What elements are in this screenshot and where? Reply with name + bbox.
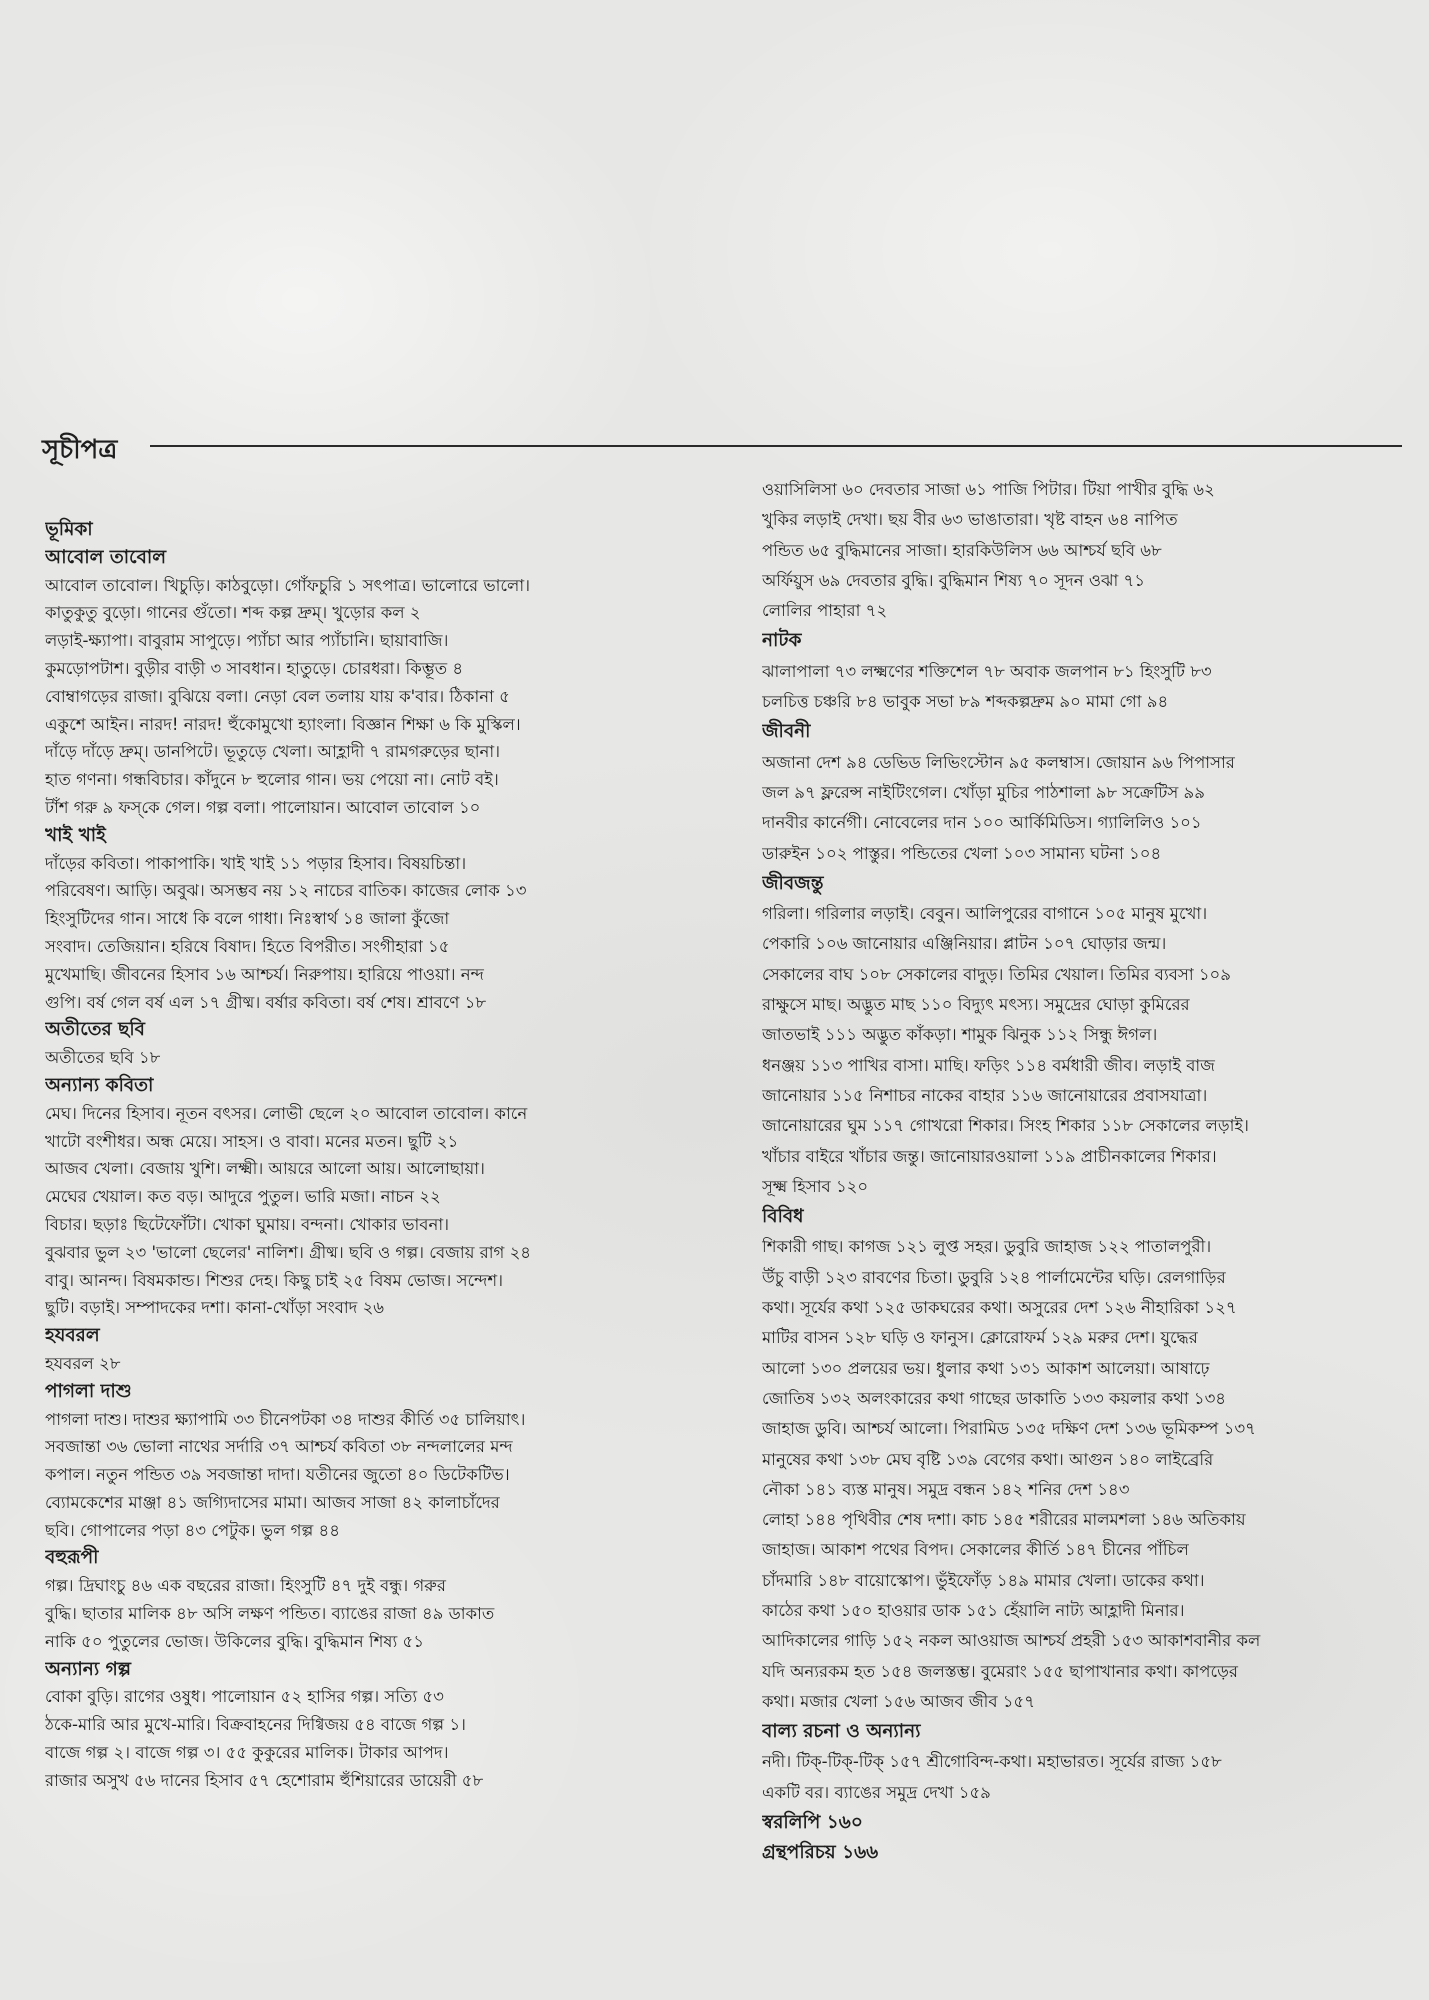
toc-entry-line: কুমড়োপটাশ। বুড়ীর বাড়ী ৩ সাবধান। হাতুড়ে। চোরধরা। কিম্ভূত ৪ — [45, 658, 464, 678]
toc-section — [762, 626, 1402, 717]
toc-section — [762, 1717, 1402, 1808]
toc-entry-line: বাবু। আনন্দ। বিষমকান্ড। শিশুর দেহ। কিছু চাই ২৫ বিষম ভোজ। সন্দেশ। — [45, 1270, 503, 1290]
section-heading: আবোল তাবোল — [45, 546, 167, 568]
toc-entry-line: মেঘের খেয়াল। কত বড়। আদুরে পুতুল। ভারি মজা। নাচন ২২ — [45, 1187, 441, 1207]
toc-section — [762, 475, 1402, 626]
toc-entry-line: রাজার অসুখ ৫৬ দানের হিসাব ৫৭ হেশোরাম হুঁশিয়ারের ডায়েরী ৫৮ — [45, 1770, 484, 1790]
toc-entry-line: কাঠের কথা ১৫০ হাওয়ার ডাক ১৫১ হেঁয়ালি নাট্য আহ্লাদী মিনার। — [762, 1600, 1185, 1620]
toc-entry-line: হযবরল ২৮ — [45, 1353, 121, 1373]
toc-right-column — [762, 475, 1402, 1885]
toc-section — [45, 1544, 715, 1655]
toc-entry-line: ব্যোমকেশের মাঞ্জা ৪১ জগ্যিদাসের মামা। আজব সাজা ৪২ কালাচাঁদের — [45, 1492, 500, 1512]
toc-entry-line: ছবি। গোপালের পড়া ৪৩ পেটুক। ভুল গল্প ৪৪ — [45, 1520, 340, 1540]
toc-section — [45, 1016, 715, 1072]
toc-section — [45, 516, 715, 544]
toc-section — [45, 1378, 715, 1545]
page-title: সূচীপত্র — [42, 435, 118, 465]
toc-entry-line: জল ৯৭ ফ্লরেন্স নাইটিংগেল। খোঁড়া মুচির পাঠশালা ৯৮ সক্রেটিস ৯৯ — [762, 782, 1205, 802]
toc-section — [762, 1838, 1402, 1868]
toc-entry-line: হিংসুটিদের গান। সাধে কি বলে গাধা। নিঃস্বার্থ ১৪ জালা কুঁজো — [45, 909, 450, 929]
toc-entry-line: দাঁড়ে দাঁড়ে দ্রুম্। ডানপিটে। ভূতুড়ে খেলা। আহ্লাদী ৭ রামগরুড়ের ছানা। — [45, 742, 501, 762]
toc-entry-line: সবজান্তা ৩৬ ভোলা নাথের সর্দারি ৩৭ আশ্চর্য কবিতা ৩৮ নন্দলালের মন্দ — [45, 1437, 513, 1457]
toc-entry-line: উঁচু বাড়ী ১২৩ রাবণের চিতা। ডুবুরি ১২৪ পার্লামেন্টের ঘড়ি। রেলগাড়ির — [762, 1267, 1226, 1287]
section-heading: অতীতের ছবি — [45, 1019, 145, 1041]
title-rule — [150, 445, 1402, 447]
toc-entry-line: জানোয়ার ১১৫ নিশাচর নাকের বাহার ১১৬ জানোয়ারের প্রবাসযাত্রা। — [762, 1085, 1208, 1105]
toc-section — [762, 869, 1402, 1202]
section-heading: বহুরূপী — [45, 1547, 99, 1569]
toc-entry-line: মানুষের কথা ১৩৮ মেঘ বৃষ্টি ১৩৯ বেগের কথা। আগুন ১৪০ লাইব্রেরি — [762, 1449, 1214, 1469]
section-heading: নাটক — [762, 630, 802, 652]
toc-section — [45, 1072, 715, 1322]
toc-entry-line: নৌকা ১৪১ ব্যস্ত মানুষ। সমুদ্র বন্ধন ১৪২ শনির দেশ ১৪৩ — [762, 1479, 1130, 1499]
toc-entry-line: বিচার। ছড়াঃ ছিটেফোঁটা। খোকা ঘুমায়। বন্দনা। খোকার ভাবনা। — [45, 1214, 450, 1234]
toc-entry-line: খাটো বংশীধর। অন্ধ মেয়ে। সাহস। ও বাবা। মনের মতন। ছুটি ২১ — [45, 1131, 459, 1151]
toc-entry-line: পন্ডিত ৬৫ বুদ্ধিমানের সাজা। হারকিউলিস ৬৬ আশ্চর্য ছবি ৬৮ — [762, 540, 1162, 560]
toc-entry-line: কথা। মজার খেলা ১৫৬ আজব জীব ১৫৭ — [762, 1691, 1035, 1711]
section-heading: বাল্য রচনা ও অন্যান্য — [762, 1721, 921, 1743]
toc-entry-line: কপাল। নতুন পন্ডিত ৩৯ সবজান্তা দাদা। যতীনের জুতো ৪০ ডিটেকটিভ। — [45, 1465, 510, 1485]
toc-entry-line: চাঁদমারি ১৪৮ বায়োস্কোপ। ভুঁইফোঁড় ১৪৯ মামার খেলা। ডাকের কথা। — [762, 1570, 1205, 1590]
toc-entry-line: হাত গণনা। গন্ধবিচার। কাঁদুনে ৮ হুলোর গান। ভয় পেয়ো না। নোট বই। — [45, 770, 499, 790]
toc-entry-line: টাঁশ গরু ৯ ফস্‌কে গেল। গল্প বলা। পালোয়ান। আবোল তাবোল ১০ — [45, 797, 481, 817]
section-heading: বিবিধ — [762, 1206, 804, 1228]
toc-entry-line: কাতুকুতু বুড়ো। গানের গুঁতো। শব্দ কল্প দ্রুম্। খুড়োর কল ২ — [45, 603, 421, 623]
toc-entry-line: নাকি ৫০ পুতুলের ভোজ। উকিলের বুদ্ধি। বুদ্ধিমান শিষ্য ৫১ — [45, 1631, 424, 1651]
toc-entry-line: ঠকে-মারি আর মুখে-মারি। বিক্রবাহনের দিগ্বিজয় ৫৪ বাজে গল্প ১। — [45, 1715, 466, 1735]
toc-entry-line: অতীতের ছবি ১৮ — [45, 1048, 161, 1068]
toc-entry-line: গরিলা। গরিলার লড়াই। বেবুন। আলিপুরের বাগানে ১০৫ মানুষ মুখো। — [762, 904, 1208, 924]
toc-section — [45, 1656, 715, 1795]
toc-entry-line: সূক্ষ্ম হিসাব ১২০ — [762, 1176, 869, 1196]
toc-left-column — [45, 516, 715, 1806]
toc-entry-line: একটি বর। ব্যাঙের সমুদ্র দেখা ১৫৯ — [762, 1782, 991, 1802]
toc-entry-line: পরিবেষণ। আড়ি। অবুঝ। অসম্ভব নয় ১২ নাচের বাতিক। কাজের লোক ১৩ — [45, 881, 527, 901]
toc-entry-line: গল্প। দ্রিঘাংচু ৪৬ এক বছরের রাজা। হিংসুটি ৪৭ দুই বন্ধু। গরুর — [45, 1576, 446, 1596]
section-heading: ভূমিকা — [45, 519, 93, 540]
toc-entry-line: বুদ্ধি। ছাতার মালিক ৪৮ অসি লক্ষণ পন্ডিত। ব্যাঙের রাজা ৪৯ ডাকাত — [45, 1604, 495, 1624]
toc-entry-line: খাঁচার বাইরে খাঁচার জন্তু। জানোয়ারওয়ালা ১১৯ প্রাচীনকালের শিকার। — [762, 1146, 1217, 1166]
toc-entry-line: লোহা ১৪৪ পৃথিবীর শেষ দশা। কাচ ১৪৫ শরীরের মালমশলা ১৪৬ অতিকায় — [762, 1510, 1246, 1530]
toc-entry-line: ধনঞ্জয় ১১৩ পাখির বাসা। মাছি। ফড়িং ১১৪ বর্মধারী জীব। লড়াই বাজ — [762, 1055, 1215, 1075]
toc-entry-line: ডারুইন ১০২ পাস্তুর। পন্ডিতের খেলা ১০৩ সামান্য ঘটনা ১০৪ — [762, 843, 1162, 863]
toc-entry-line: সংবাদ। তেজিয়ান। হরিষে বিষাদ। হিতে বিপরীত। সংগীহারা ১৫ — [45, 936, 450, 956]
toc-entry-line: অর্ফিয়ুস ৬৯ দেবতার বুদ্ধি। বুদ্ধিমান শিষ্য ৭০ সূদন ওঝা ৭১ — [762, 570, 1145, 590]
section-heading: খাই খাই — [45, 824, 106, 846]
section-heading: জীবনী — [762, 721, 811, 743]
toc-entry-line: পাগলা দাশু। দাশুর ক্ষ্যাপামি ৩৩ চীনেপটকা ৩৪ দাশুর কীর্তি ৩৫ চালিয়াৎ। — [45, 1409, 526, 1429]
toc-entry-line: জাহাজ। আকাশ পথের বিপদ। সেকালের কীর্তি ১৪৭ চীনের পাঁচিল — [762, 1540, 1189, 1560]
section-heading: পাগলা দাশু — [45, 1380, 132, 1402]
toc-entry-line: নদী। টিক্-টিক্-টিক্ ১৫৭ শ্রীগোবিন্দ-কথা। মহাভারত। সূর্যের রাজ্য ১৫৮ — [762, 1752, 1222, 1772]
toc-entry-line: অজানা দেশ ৯৪ ডেভিড লিভিংস্টোন ৯৫ কলম্বাস। জোয়ান ৯৬ পিপাসার — [762, 752, 1235, 772]
toc-entry-line: ঝালাপালা ৭৩ লক্ষ্মণের শক্তিশেল ৭৮ অবাক জলপান ৮১ হিংসুটি ৮৩ — [762, 661, 1212, 681]
toc-entry-line: জোতিষ ১৩২ অলংকারের কথা গাছের ডাকাতি ১৩৩ কয়লার কথা ১৩৪ — [762, 1388, 1227, 1408]
toc-entry-line: দানবীর কার্নেগী। নোবেলের দান ১০০ আর্কিমিডিস। গ্যালিলিও ১০১ — [762, 813, 1202, 833]
section-heading: অন্যান্য গল্প — [45, 1658, 131, 1680]
toc-entry-line: কথা। সূর্যের কথা ১২৫ ডাকঘরের কথা। অসুরের দেশ ১২৬ নীহারিকা ১২৭ — [762, 1298, 1237, 1318]
toc-entry-line: বাজে গল্প ২। বাজে গল্প ৩। ৫৫ কুকুরের মালিক। টাকার আপদ। — [45, 1743, 449, 1763]
toc-entry-line: পেকারি ১০৬ জানোয়ার এঞ্জিনিয়ার। প্লাটন ১০৭ ঘোড়ার জন্ম। — [762, 934, 1167, 954]
toc-entry-line: মুখেমাছি। জীবনের হিসাব ১৬ আশ্চর্য। নিরুপায়। হারিয়ে পাওয়া। নন্দ — [45, 964, 484, 984]
toc-entry-line: গুপি। বর্ষ গেল বর্ষ এল ১৭ গ্রীষ্ম। বর্ষার কবিতা। বর্ষ শেষ। শ্রাবণে ১৮ — [45, 992, 487, 1012]
toc-entry-line: আবোল তাবোল। খিচুড়ি। কাঠবুড়ো। গোঁফচুরি ১ সৎপাত্র। ভালোরে ভালো। — [45, 575, 531, 595]
toc-section — [762, 1202, 1402, 1717]
toc-entry-line: লড়াই-ক্ষ্যাপা। বাবুরাম সাপুড়ে। প্যাঁচা আর প্যাঁচানি। ছায়াবাজি। — [45, 631, 449, 651]
toc-section — [45, 822, 715, 1017]
toc-entry-line: জাহাজ ডুবি। আশ্চর্য আলো। পিরামিড ১৩৫ দক্ষিণ দেশ ১৩৬ ভূমিকম্প ১৩৭ — [762, 1419, 1256, 1439]
section-heading: গ্রন্থপরিচয় ১৬৬ — [762, 1842, 879, 1864]
toc-entry-line: জানোয়ারের ঘুম ১১৭ গোখরো শিকার। সিংহ শিকার ১১৮ সেকালের লড়াই। — [762, 1116, 1249, 1136]
toc-entry-line: ওয়াসিলিসা ৬০ দেবতার সাজা ৬১ পাজি পিটার। টিয়া পাখীর বুদ্ধি ৬২ — [762, 480, 1215, 499]
toc-entry-line: লোলির পাহারা ৭২ — [762, 601, 888, 621]
toc-entry-line: জাতভাই ১১১ অদ্ভুত কাঁকড়া। শামুক ঝিনুক ১১২ সিন্ধু ঈগল। — [762, 1025, 1158, 1045]
toc-entry-line: বোম্বাগড়ের রাজা। বুঝিয়ে বলা। নেড়া বেল তলায় যায় ক'বার। ঠিকানা ৫ — [45, 686, 510, 706]
toc-section — [45, 1322, 715, 1378]
toc-entry-line: দাঁড়ের কবিতা। পাকাপাকি। খাই খাই ১১ পড়ার হিসাব। বিষয়চিন্তা। — [45, 853, 467, 873]
toc-entry-line: আদিকালের গাড়ি ১৫২ নকল আওয়াজ আশ্চর্য প্রহরী ১৫৩ আকাশবানীর কল — [762, 1631, 1261, 1651]
toc-entry-line: মেঘ। দিনের হিসাব। নূতন বৎসর। লোভী ছেলে ২০ আবোল তাবোল। কানে — [45, 1103, 528, 1123]
toc-entry-line: খুকির লড়াই দেখা। ছয় বীর ৬৩ ভাঙাতারা। খৃষ্ট বাহন ৬৪ নাপিত — [762, 510, 1178, 530]
toc-section — [762, 1808, 1402, 1838]
toc-section — [762, 717, 1402, 868]
section-heading: জীবজন্তু — [762, 872, 824, 894]
toc-entry-line: একুশে আইন। নারদ! নারদ! হুঁকোমুখো হ্যাংলা। বিজ্ঞান শিক্ষা ৬ কি মুস্কিল। — [45, 714, 521, 734]
toc-entry-line: যদি অন্যরকম হত ১৫৪ জলস্তম্ভ। বুমেরাং ১৫৫ ছাপাখানার কথা। কাপড়ের — [762, 1661, 1238, 1681]
toc-entry-line: সেকালের বাঘ ১০৮ সেকালের বাদুড়। তিমির খেয়াল। তিমির ব্যবসা ১০৯ — [762, 964, 1231, 984]
toc-entry-line: আজব খেলা। বেজায় খুশি। লক্ষ্মী। আয়রে আলো আয়। আলোছায়া। — [45, 1159, 485, 1179]
section-heading: স্বরলিপি ১৬০ — [762, 1812, 863, 1834]
toc-entry-line: রাক্ষুসে মাছ। অদ্ভুত মাছ ১১০ বিদ্যুৎ মৎস্য। সমুদ্রের ঘোড়া কুমিরের — [762, 995, 1190, 1015]
section-heading: অন্যান্য কবিতা — [45, 1074, 154, 1096]
toc-entry-line: বোকা বুড়ি। রাগের ওষুধ। পালোয়ান ৫২ হাসির গল্প। সত্যি ৫৩ — [45, 1687, 444, 1707]
toc-entry-line: বুঝবার ভুল ২৩ 'ভালো ছেলের' নালিশ। গ্রীষ্ম। ছবি ও গল্প। বেজায় রাগ ২৪ — [45, 1242, 532, 1262]
toc-entry-line: শিকারী গাছ। কাগজ ১২১ লুপ্ত সহর। ডুবুরি জাহাজ ১২২ পাতালপুরী। — [762, 1237, 1212, 1257]
toc-section — [45, 544, 715, 822]
section-heading: হযবরল — [45, 1325, 100, 1347]
toc-entry-line: মাটির বাসন ১২৮ ঘড়ি ও ফানুস। ক্লোরোফর্ম ১২৯ মরুর দেশ। যুদ্ধের — [762, 1328, 1198, 1348]
toc-entry-line: চলচিত্ত চঞ্চরি ৮৪ ভাবুক সভা ৮৯ শব্দকল্পদ্রুম ৯০ মামা গো ৯৪ — [762, 692, 1169, 712]
toc-entry-line: আলো ১৩০ প্রলয়ের ভয়। ধুলার কথা ১৩১ আকাশ আলেয়া। আষাঢ়ে — [762, 1358, 1210, 1378]
toc-entry-line: ছুটি। বড়াই। সম্পাদকের দশা। কানা-খোঁড়া সংবাদ ২৬ — [45, 1298, 385, 1318]
